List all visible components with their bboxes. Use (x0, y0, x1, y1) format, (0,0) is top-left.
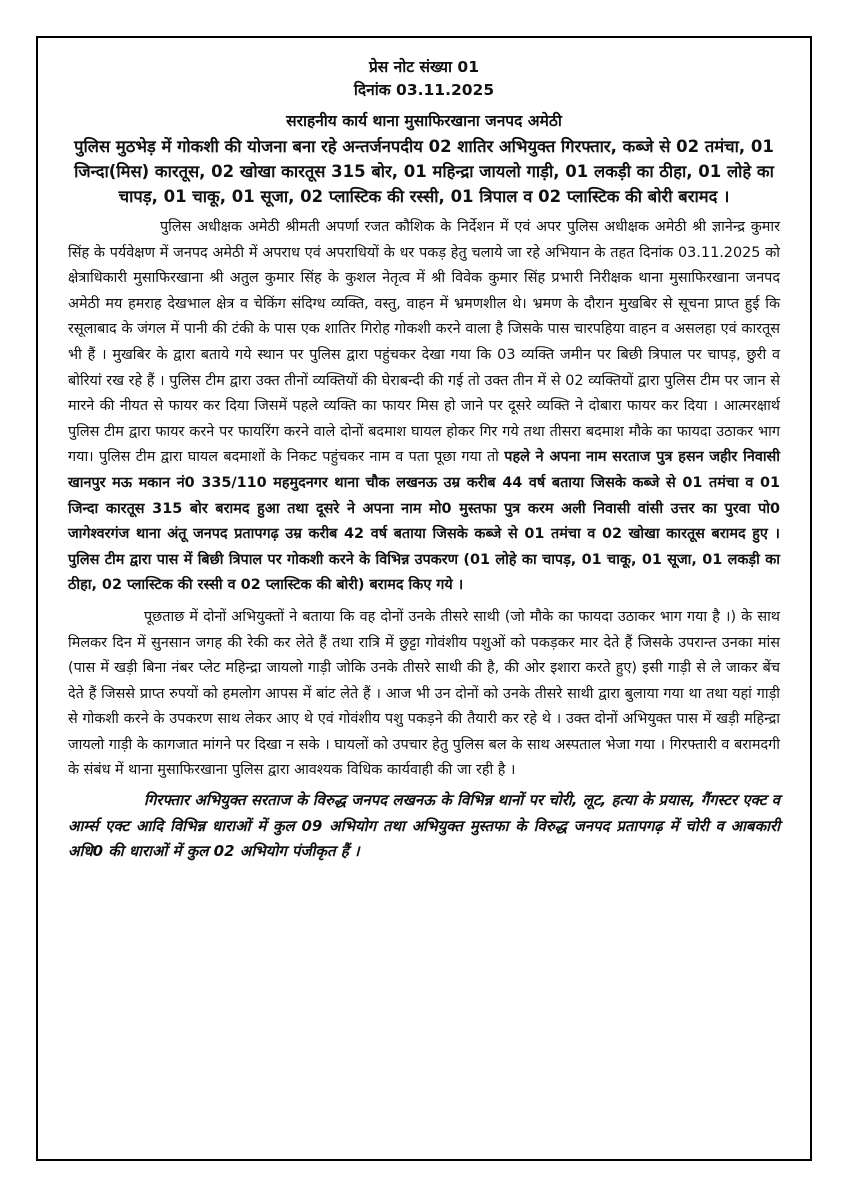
paragraph-criminal-history (68, 788, 780, 865)
paragraph-incident (68, 215, 780, 599)
headline: पुलिस मुठभेड़ में गोकशी की योजना बना रहे अन्तर्जनपदीय 02 शातिर अभियुक्त गिरफ्तार, कब्जे से 02 तमंचा, 01 जिन्दा(मिस) कारतूस, 02 खोखा कारतूस 315 बोर, 01 महिन्द्रा जायलो गाड़ी, 01 लकड़ी का ठीहा, 01 लोहे का चापड़, 01 चाकू, 01 सूजा, 02 प्लास्टिक की रस्सी, 01 त्रिपाल व 02 प्लास्टिक की बोरी बरामद । (74, 137, 774, 206)
paragraph-incident-bold: पहले ने अपना नाम सरताज पुत्र हसन जहीर निवासी खानपुर मऊ मकान नं0 335/110 महमुदनगर थाना चौक लखनऊ उम्र करीब 44 वर्ष बताया जिसके कब्जे से 01 तमंचा व 01 जिन्दा कारतूस 315 बोर बरामद हुआ तथा दूसरे ने अपना नाम मो0 मुस्तफा पुत्र करम अली निवासी वांसी उत्तर का पुरवा पो0 जागेश्वरगंज थाना अंतू जनपद प्रतापगढ़ उम्र करीब 42 वर्ष बताया जिसके कब्जे से 01 तमंचा व 02 खोखा कारतूस बरामद हुए । पुलिस टीम द्वारा पास में बिछी त्रिपाल पर गोकशी करने के विभिन्न उपकरण (01 लोहे का चापड़, 01 चाकू, 01 सूजा, 01 लकड़ी का ठीहा, 02 प्लास्टिक की रस्सी व 02 प्लास्टिक की बोरी) बरामद किए गये । (68, 449, 781, 594)
date-line: दिनांक 03.11.2025 (353, 81, 495, 99)
paragraph-incident-text: पुलिस अधीक्षक अमेठी श्रीमती अपर्णा रजत कौशिक के निर्देशन में एवं अपर पुलिस अधीक्षक अमेठी श्री ज्ञानेन्द्र कुमार सिंह के पर्यवेक्षण में जनपद अमेठी में अपराध एवं अपराधियों के धर पकड़ हेतु चलाये जा रहे अभियान के तहत दिनांक 03.11.2025 को क्षेत्राधिकारी मुसाफिरखाना श्री अतुल कुमार सिंह के कुशल नेतृत्व में श्री विवेक कुमार सिंह प्रभारी निरीक्षक थाना मुसाफिरखाना जनपद अमेठी मय हमराह देखभाल क्षेत्र व चेकिंग संदिग्ध व्यक्ति, वस्तु, वाहन में भ्रमणशील थे। भ्रमण के दौरान मुखबिर से सूचना प्राप्त हुई कि रसूलाबाद के जंगल में पानी की टंकी के पास एक शातिर गिरोह गोकशी करने वाला है जिसके पास चारपहिया वाहन व असलहा एवं कारतूस भी हैं । मुखबिर के द्वारा बताये गये स्थान पर पुलिस द्वारा पहुंचकर देखा गया कि 03 व्यक्ति जमीन पर बिछी त्रिपाल पर चापड़, छुरी व बोरियां रख रहे हैं । पुलिस टीम द्वारा उक्त तीनों व्यक्तियों की घेराबन्दी की गई तो उक्त तीन में से 02 व्यक्तियों द्वारा पुलिस टीम पर जान से मारने की नीयत से फायर कर दिया जिसमें पहले व्यक्ति का फायर मिस हो जाने पर दूसरे व्यक्ति ने दोबारा फायर कर दिया । आत्मरक्षार्थ पुलिस टीम द्वारा फायर करने पर फायरिंग करने वाले दोनों बदमाश घायल होकर गिर गये तथा तीसरा बदमाश मौके का फायदा उठाकर भाग गया। पुलिस टीम द्वारा घायल बदमाशों के निकट पहुंचकर नाम व पता पूछा गया तो (68, 219, 780, 466)
paragraph-interrogation-text: पूछताछ में दोनों अभियुक्तों ने बताया कि वह दोनों उनके तीसरे साथी (जो मौके का फायदा उठाकर भाग गया है ।) के साथ मिलकर दिन में सुनसान जगह की रेकी कर लेते हैं तथा रात्रि में छुट्टा गोवंशीय पशुओं को पकड़कर मार देते हैं जिसके उपरान्त उनका मांस (पास में खड़ी बिना नंबर प्लेट महिन्द्रा जायलो गाड़ी जोकि उनके तीसरे साथी की है, की ओर इशारा करते हुए) इसी गाड़ी से ले जाकर बेंच देते हैं जिससे प्राप्त रुपयों को हमलोग आपस में बांट लेते हैं । आज भी उन दोनों को उनके तीसरे साथी द्वारा बुलाया गया था तथा यहां गाड़ी से गोकशी करने के उपकरण साथ लेकर आए थे एवं गोवंशीय पशु पकड़ने की तैयारी कर रहे थे । उक्त दोनों अभियुक्त पास में खड़ी महिन्द्रा जायलो गाड़ी के कागजात मांगने पर दिखा न सके । घायलों को उपचार हेतु पुलिस बल के साथ अस्पताल भेजा गया । गिरफ्तारी व बरामदगी के संबंध में थाना मुसाफिरखाना पुलिस द्वारा आवश्यक विधिक कार्यवाही की जा रही है । (68, 608, 780, 779)
press-note-number: प्रेस नोट संख्या 01 (368, 58, 480, 76)
paragraph-criminal-history-text: गिरफ्तार अभियुक्त सरताज के विरुद्ध जनपद लखनऊ के विभिन्न थानों पर चोरी, लूट, हत्या के प्रयास, गैंगस्टर एक्ट व आर्म्स एक्ट आदि विभिन्न धाराओं में कुल 09 अभियोग तथा अभियुक्त मुस्तफा के विरुद्ध जनपद प्रतापगढ़ में चोरी व आबकारी अधि0 की धाराओं में कुल 02 अभियोग पंजीकृत हैं । (68, 791, 780, 861)
paragraph-interrogation (68, 605, 780, 784)
subject-line: सराहनीय कार्य थाना मुसाफिरखाना जनपद अमेठी (286, 112, 562, 130)
document-frame (36, 36, 812, 1161)
